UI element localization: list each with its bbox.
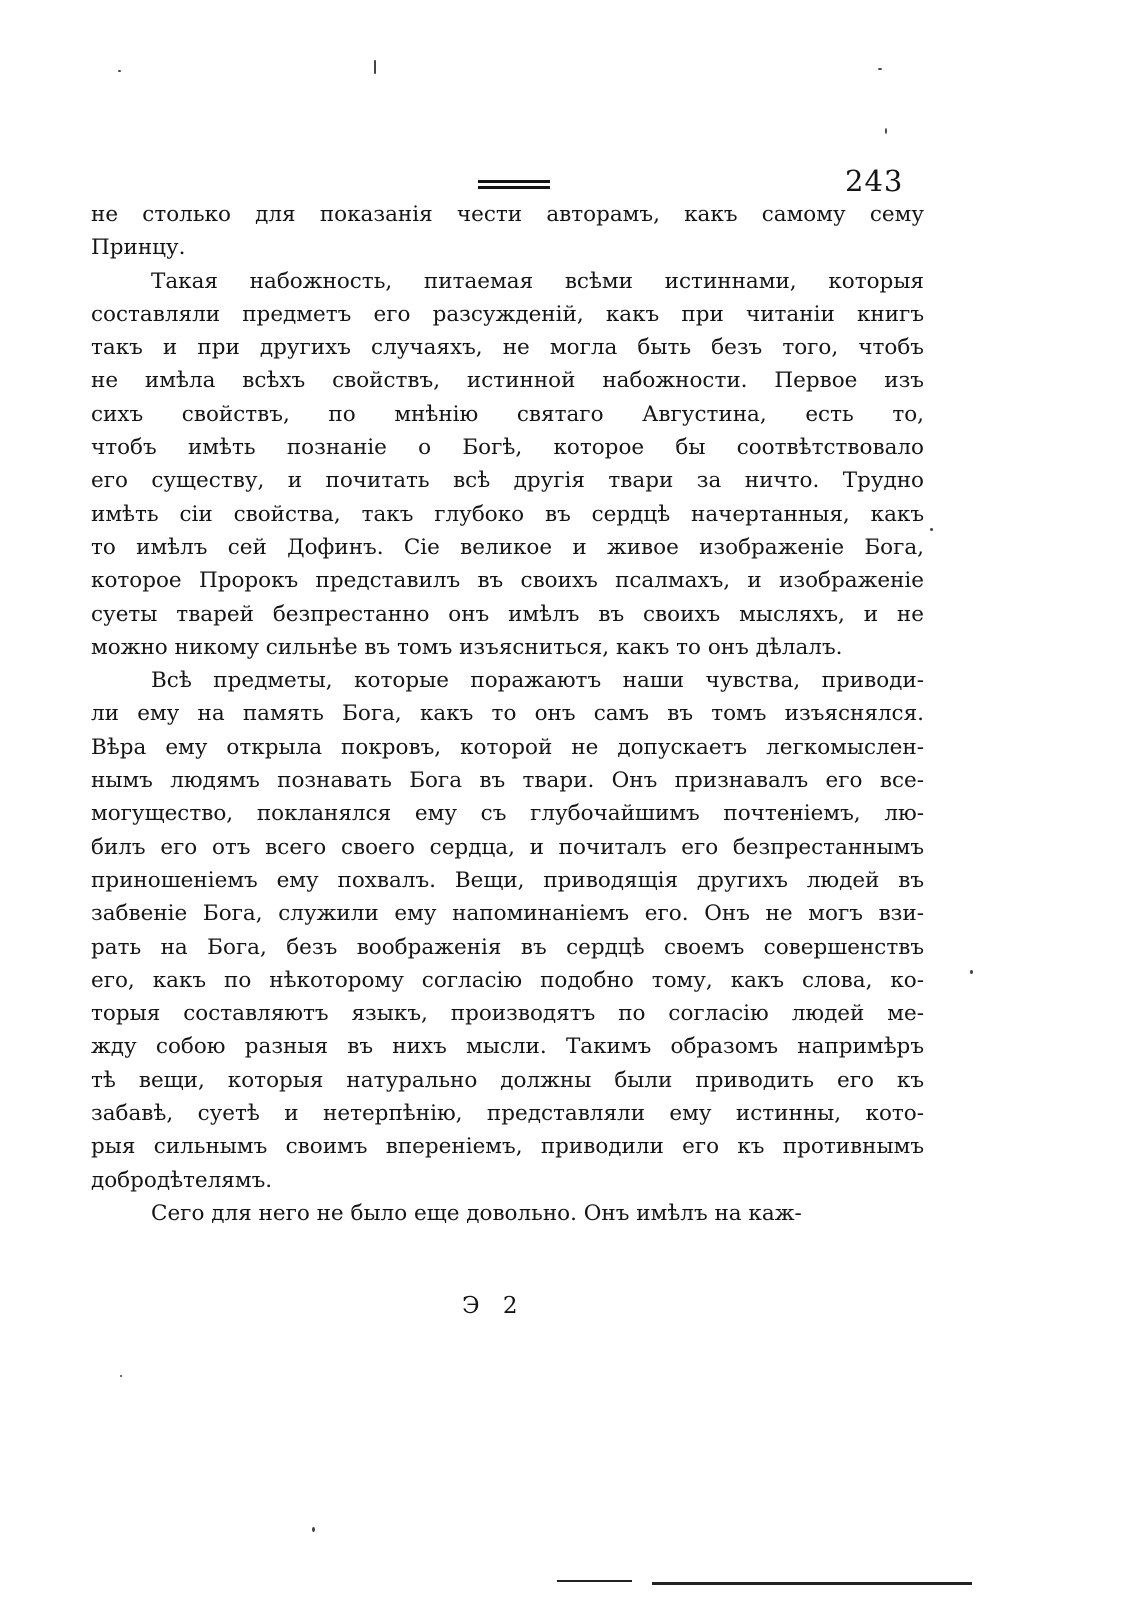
text-line: билъ его отъ всего своего сердца, и почиталъ его безпрестаннымъ: [91, 834, 924, 860]
text-line: торыя составляютъ языкъ, производятъ по согласію людей ме-: [91, 1001, 924, 1027]
signature-mark: Э 2: [462, 1293, 526, 1319]
text-line: забвеніе Бога, служили ему напоминаніемъ его. Онъ не могъ взи-: [91, 901, 924, 927]
scan-speck: [374, 60, 376, 74]
text-line: рать на Бога, безъ воображенія въ сердцѣ своемъ совершенствъ: [91, 934, 924, 960]
scan-speck: [878, 68, 882, 70]
text-line: Вѣра ему открыла покровъ, которой не допускаетъ легкомыслен-: [91, 734, 924, 760]
page-number: 243: [845, 164, 904, 198]
text-line: Всѣ предметы, которые поражаютъ наши чувства, приводи-: [151, 668, 924, 694]
scan-speck: [312, 1527, 315, 1532]
text-line: Принцу.: [91, 235, 186, 261]
text-line: не имѣла всѣхъ свойствъ, истинной набожности. Первое изъ: [91, 368, 924, 394]
scan-speck: [930, 528, 933, 531]
header-double-rule: [478, 180, 550, 189]
text-line: его, какъ по нѣкоторому согласію подобно тому, какъ слова, ко-: [91, 967, 924, 993]
text-line: составляли предметъ его разсужденій, какъ при читаніи книгъ: [91, 301, 924, 327]
bottom-edge-rule: [652, 1582, 972, 1585]
scan-speck: [970, 970, 973, 974]
scan-speck: [885, 128, 887, 134]
text-line: можно никому сильнѣе въ томъ изъясниться, какъ то онъ дѣлалъ.: [91, 634, 843, 660]
text-line: суеты тварей безпрестанно онъ имѣлъ въ своихъ мысляхъ, и не: [91, 601, 924, 627]
text-line: ли ему на память Бога, какъ то онъ самъ въ томъ изъяснялся.: [91, 701, 924, 727]
text-line: то имѣлъ сей Дофинъ. Сіе великое и живое изображеніе Бога,: [91, 534, 924, 560]
scan-speck: [120, 1375, 122, 1377]
bottom-edge-rule: [557, 1580, 632, 1582]
scan-speck: [118, 70, 121, 72]
text-line: которое Пророкъ представилъ въ своихъ псалмахъ, и изображеніе: [91, 568, 924, 594]
text-line: чтобъ имѣть познаніе о Богѣ, которое бы соотвѣтствовало: [91, 435, 924, 461]
text-line: имѣть сіи свойства, такъ глубоко въ сердцѣ начертанныя, какъ: [91, 501, 924, 527]
text-line: не столько для показанія чести авторамъ, какъ самому сему: [91, 202, 924, 227]
text-line: приношеніемъ ему похвалъ. Вещи, приводящія другихъ людей въ: [91, 867, 924, 893]
text-line: его существу, и почитать всѣ другія твари за ничто. Трудно: [91, 468, 924, 494]
text-line: такъ и при другихъ случаяхъ, не могла быть безъ того, чтобъ: [91, 335, 924, 361]
text-line: Сего для него не было еще довольно. Онъ имѣлъ на каж-: [151, 1200, 802, 1226]
text-line: добродѣтелямъ.: [91, 1167, 273, 1193]
text-line: забавѣ, суетѣ и нетерпѣнію, представляли ему истинны, кото-: [91, 1101, 924, 1127]
body-text: [91, 198, 924, 1230]
text-line: жду собою разныя въ нихъ мысли. Такимъ образомъ напримѣръ: [91, 1034, 924, 1060]
text-line: могущество, покланялся ему съ глубочайшимъ почтеніемъ, лю-: [91, 801, 924, 827]
text-line: Такая набожность, питаемая всѣми истиннами, которыя: [151, 268, 924, 294]
text-line: нымъ людямъ познавать Бога въ твари. Онъ признавалъ его все-: [91, 768, 924, 794]
text-line: тѣ вещи, которыя натурально должны были приводить его къ: [91, 1067, 924, 1093]
text-line: сихъ свойствъ, по мнѣнію святаго Августина, есть то,: [91, 401, 924, 427]
text-line: рыя сильнымъ своимъ вперенiемъ, приводили его къ противнымъ: [91, 1134, 924, 1160]
